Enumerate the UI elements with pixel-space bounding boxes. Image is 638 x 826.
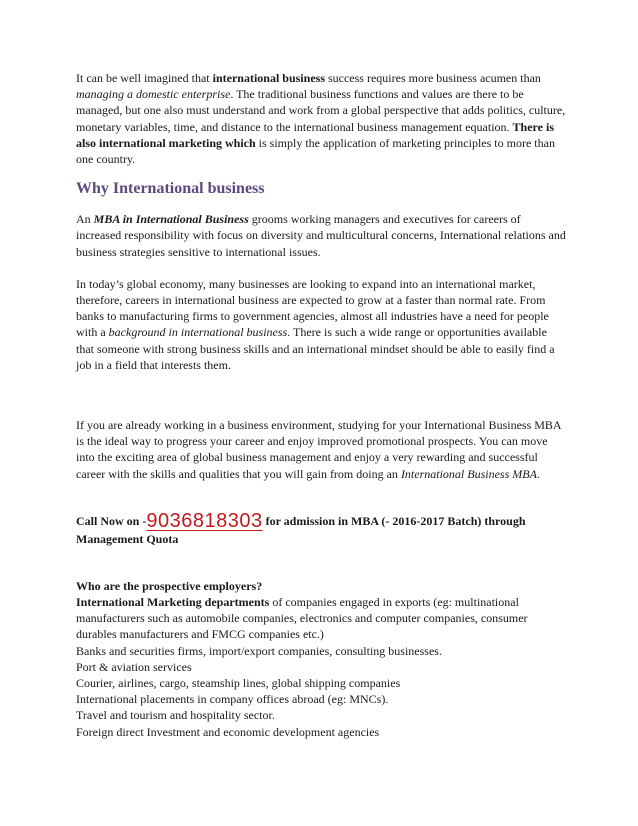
employers-question: Who are the prospective employers? xyxy=(76,578,263,593)
mba-text-1: An xyxy=(76,212,94,227)
intro-paragraph xyxy=(76,70,566,167)
intro-bold-international-marketing: There is also international marketing which xyxy=(76,119,554,150)
working-italic-mba: International Business MBA xyxy=(400,466,537,481)
employer-item: International placements in company offices abroad (eg: MNCs). xyxy=(76,692,389,707)
mba-bold-italic-title: MBA in International Business xyxy=(93,212,249,227)
mba-paragraph xyxy=(76,211,566,260)
employers-first-rest: of companies engaged in exports (eg: multinational manufacturers such as automobile companies, electronics and computer companies, consumer durables manufacturers and FMCG companies etc.) xyxy=(76,595,528,642)
intro-text-1: It can be well imagined that xyxy=(76,71,213,85)
economy-text-2: . There is such a wide range or opportunities available that someone with strong business skills and an international mindset should be able to easily find a job in a field that interests them. xyxy=(76,325,555,372)
intro-text-3: . The traditional business functions and values are there to be managed, but one also must understand and work from a global perspective that adds politics, culture, monetary variables, time, and distance to the international business management equation. xyxy=(76,87,566,134)
economy-italic-background: background in international business xyxy=(108,325,288,340)
intro-italic-domestic-enterprise: managing a domestic enterprise xyxy=(76,87,231,102)
section-heading: Why International business xyxy=(76,180,265,198)
employer-item: Port & aviation services xyxy=(76,659,192,674)
call-prefix: Call Now on - xyxy=(76,513,147,528)
spacer xyxy=(76,373,566,417)
employers-section xyxy=(76,578,566,740)
working-paragraph xyxy=(76,417,566,482)
spacer xyxy=(76,260,566,276)
employer-item: Banks and securities firms, import/export companies, consulting businesses. xyxy=(76,643,442,658)
call-suffix: for admission in MBA (- 2016-2017 Batch) through Management Quota xyxy=(76,513,526,546)
employer-item: Foreign direct Investment and economic development agencies xyxy=(76,724,380,739)
employer-item: Courier, airlines, cargo, steamship lines, global shipping companies xyxy=(76,676,401,691)
intro-text-4: is simply the application of marketing principles to more than one country. xyxy=(76,135,555,167)
document-page xyxy=(76,70,566,740)
spacer xyxy=(76,482,566,512)
employers-first-bold: International Marketing departments xyxy=(76,595,270,610)
working-text-1: If you are already working in a business environment, studying for your International Business MBA is the ideal way to progress your career and enjoy improved promotional prospects. You can move into the exciting area of global business management and enjoy a very rewarding and successful career with the skills and qualities that you will gain from doing an xyxy=(76,418,561,481)
intro-bold-international-business: international business xyxy=(212,71,325,85)
employers-first-item xyxy=(76,594,566,643)
mba-text-2: grooms working managers and executives for careers of increased responsibility with focus on diversity and multicultural concerns, International relations and business strategies sensitive to international issues. xyxy=(76,212,566,259)
employer-item: Travel and tourism and hospitality sector. xyxy=(76,708,275,723)
intro-text-2: success requires more business acumen than xyxy=(324,71,541,85)
mba-bold-wrapper xyxy=(94,212,249,226)
working-text-2: . xyxy=(536,466,540,481)
economy-text-1: In today’s global economy, many businesses are looking to expand into an international market, therefore, careers in international business are expected to grow at a faster than normal rate. From banks to manufacturing firms to government agencies, almost all industries have a need for people with a xyxy=(76,276,549,340)
economy-paragraph xyxy=(76,276,566,373)
phone-number-link[interactable]: 9036818303 xyxy=(146,509,263,532)
spacer xyxy=(76,548,566,578)
call-now-line xyxy=(76,509,566,548)
